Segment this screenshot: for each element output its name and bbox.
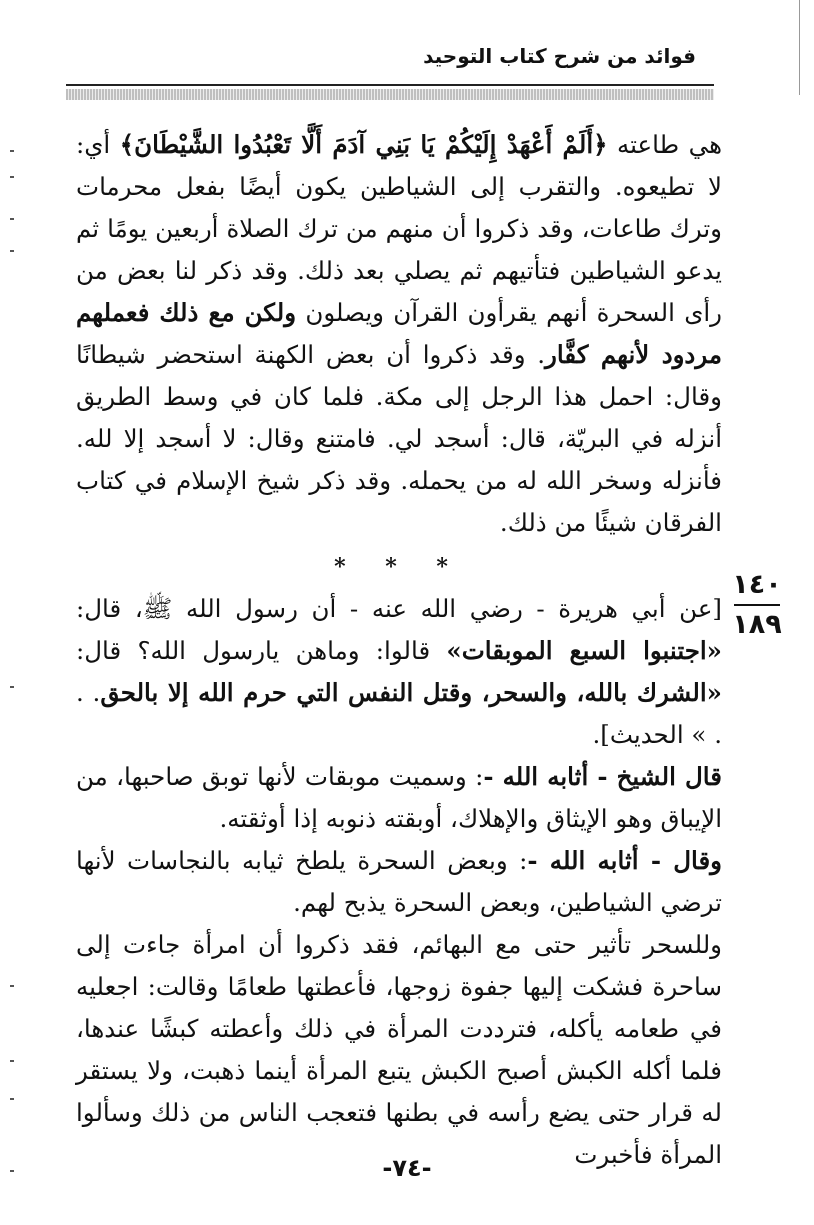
paragraph-hadith [76,588,722,756]
bold-text-segment: ولكن مع ذلك فعملهم مردود لأنهم كفَّار [76,298,722,369]
header-rule [66,84,714,86]
reference-divider [734,604,780,606]
main-text [76,124,722,1176]
bold-text-segment: وقال - أثابه الله - [527,846,723,875]
reference-bottom-number: ١٨٩ [732,609,782,640]
bold-text-segment: «الشرك بالله، والسحر، وقتل النفس التي حرم الله إلا بالحق [100,678,722,707]
text-segment: . . . » الحديث]. [76,678,722,749]
reference-top-number: ١٤٠ [732,569,782,600]
page-edge-line [799,0,800,95]
text-segment: هي طاعته [607,130,723,159]
text-segment: . وقد ذكروا أن بعض الكهنة استحضر شيطانًا وقال: احمل هذا الرجل إلى مكة. فلما كان في وسط الطريق أنزله في البريّة، قال: أسجد لي. فامتنع وقال: لا أسجد إلا لله. فأنزله وسخر الله له من يحمله. وقد ذكر شيخ الإسلام في كتاب الفرقان شيئًا من ذلك. [76,340,722,537]
text-segment: قالوا: وماهن يارسول الله؟ قال: [76,636,447,665]
text-segment: : وبعض السحرة يلطخ ثيابه بالنجاسات لأنها ترضي الشياطين، وبعض السحرة يذبح لهم. [76,846,722,917]
text-segment: [عن أبي هريرة - رضي الله عنه - أن رسول الله ﷺ، قال: [76,594,722,623]
running-header-title: فوائد من شرح كتاب التوحيد [423,44,696,68]
paragraph-sheikh-comment [76,756,722,840]
bold-text-segment: «اجتنبوا السبع الموبقات» [446,636,722,665]
text-segment: وللسحر تأثير حتى مع البهائم، فقد ذكروا أن امرأة جاءت إلى ساحرة فشكت إليها جفوة زوجها، فأعطتها طعامًا وقالت: اجعليه في طعامه يأكله، فترددت المرأة في ذلك وأعطته كبشًا عندها، فلما أكله الكبش أصبح الكبش يتبع المرأة أينما ذهبت، ولا يستقر له قرار حتى يضع رأسه في بطنها فتعجب الناس من ذلك وسألوا المرأة فأخبرت [76,930,722,1169]
page-number: -٧٤- [382,1154,432,1182]
paragraph-1 [76,124,722,544]
paragraph-sheikh-comment-2 [76,840,722,924]
bold-text-segment: ﴿أَلَمْ أَعْهَدْ إِلَيْكُمْ يَا بَنِي آدَمَ أَلَّا تَعْبُدُوا الشَّيْطَانَ﴾ [119,130,608,159]
bold-text-segment: قال الشيخ - أثابه الله - [483,762,722,791]
margin-reference [728,570,786,640]
header-ornament-band [66,89,714,100]
text-segment: : وسميت موبقات لأنها توبق صاحبها، من الإيباق وهو الإيثاق والإهلاك، أوبقته ذنوبه إذا أوثقته. [76,762,722,833]
section-separator-stars: * * * [334,554,464,580]
paragraph-story [76,924,722,1176]
text-segment: أي: لا تطيعوه. والتقرب إلى الشياطين يكون أيضًا بفعل محرمات وترك طاعات، وقد ذكروا أن منهم من ترك الصلاة أربعين يومًا ثم يدعو الشياطين فتأتيهم ثم يصلي بعد ذلك. وقد ذكر لنا بعض من رأى السحرة أنهم يقرأون القرآن ويصلون [76,130,723,327]
